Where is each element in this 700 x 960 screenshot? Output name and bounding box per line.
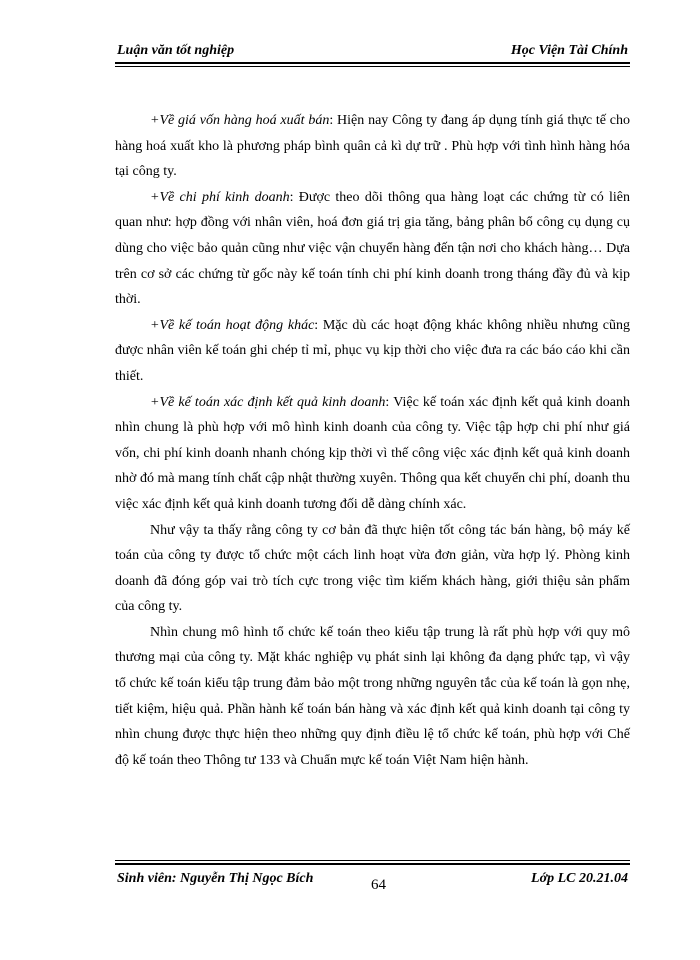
footer-rule — [115, 863, 630, 865]
paragraph-text: : Được theo dõi thông qua hàng loạt các chứng từ có liên quan như: hợp đồng với nhân viên, hoá đơn giá trị gia tăng, bảng phân bổ công cụ dụng cụ dùng cho việc bảo quản cũng như việc vận chuyển hàng đến tận nơi cho khách hàng… Dựa trên cơ sở các chứng từ gốc này kế toán tính chi phí kinh doanh trong tháng đầy đủ và kịp thời. — [115, 189, 630, 308]
paragraph-lead: +Về kế toán xác định kết quả kinh doanh — [150, 394, 386, 410]
paragraph-cost-of-goods — [115, 108, 630, 185]
page-number: 64 — [371, 877, 386, 893]
paragraph-lead: +Về chi phí kinh doanh — [150, 189, 290, 205]
paragraph-business-results — [115, 390, 630, 518]
paragraph-lead: +Về kế toán hoạt động khác — [150, 317, 315, 333]
page-footer — [115, 858, 630, 898]
footer-class: Lớp LC 20.21.04 — [531, 871, 628, 886]
paragraph-lead: +Về giá vốn hàng hoá xuất bán — [150, 113, 330, 128]
footer-rule-thin — [115, 860, 630, 861]
header-institution: Học Viện Tài Chính — [510, 43, 628, 58]
paragraph-sales-summary — [115, 518, 630, 620]
paragraph-text: : Hiện nay Công ty đang áp dụng tính giá thực tế cho hàng hoá xuất kho là phương pháp bình quân cả kì dự trữ . Phù hợp với tình hình hàng hóa tại công ty. — [115, 113, 630, 180]
paragraph-accounting-model — [115, 620, 630, 774]
paragraph-other-activities — [115, 313, 630, 390]
paragraph-text: : Việc kế toán xác định kết quả kinh doanh nhìn chung là phù hợp với mô hình kinh doanh của công ty. Việc tập hợp chi phí như giá vốn, chi phí kinh doanh nhanh chóng kịp thời vì thế công việc xác định kết quả kinh doanh nhờ đó mà mang tính chất cập nhật thường xuyên. Thông qua kết chuyển chi phí, doanh thu việc xác định kết quả kinh doanh tương đối dễ dàng chính xác. — [115, 394, 630, 512]
page-body — [115, 108, 630, 773]
header-rule — [115, 62, 630, 64]
footer-student-name: Sinh viên: Nguyễn Thị Ngọc Bích — [117, 871, 314, 886]
paragraph-text: : Mặc dù các hoạt động khác không nhiều nhưng cũng được nhân viên kế toán ghi chép tỉ mỉ, phục vụ kịp thời cho việc đưa ra các báo cáo khi cần thiết. — [115, 317, 630, 384]
header-rule-thin — [115, 66, 630, 67]
paragraph-business-expenses — [115, 185, 630, 313]
paragraph-text: Nhìn chung mô hình tổ chức kế toán theo kiểu tập trung là rất phù hợp với quy mô thương mại của công ty. Mặt khác nghiệp vụ phát sinh lại không đa dạng phức tạp, vì vậy tổ chức kế toán kiểu tập trung đảm bảo một trong những nguyên tắc của kế toán là gọn nhẹ, tiết kiệm, hiệu quả. Phần hành kế toán bán hàng và xác định kết quả kinh doanh tại công ty nhìn chung được thực hiện theo những quy định điều lệ tổ chức kế toán, phù hợp với Chế độ kế toán theo Thông tư 133 và Chuẩn mực kế toán Việt Nam hiện hành. — [115, 624, 630, 768]
page-header — [115, 37, 630, 67]
paragraph-text: Như vậy ta thấy rằng công ty cơ bản đã thực hiện tốt công tác bán hàng, bộ máy kế toán của công ty được tổ chức một cách linh hoạt vừa đơn giản, vừa hợp lý. Phòng kinh doanh đã đóng góp vai trò tích cực trong việc tìm kiếm khách hàng, giới thiệu sản phẩm của công ty. — [115, 522, 630, 615]
header-thesis-title: Luận văn tốt nghiệp — [117, 43, 235, 58]
